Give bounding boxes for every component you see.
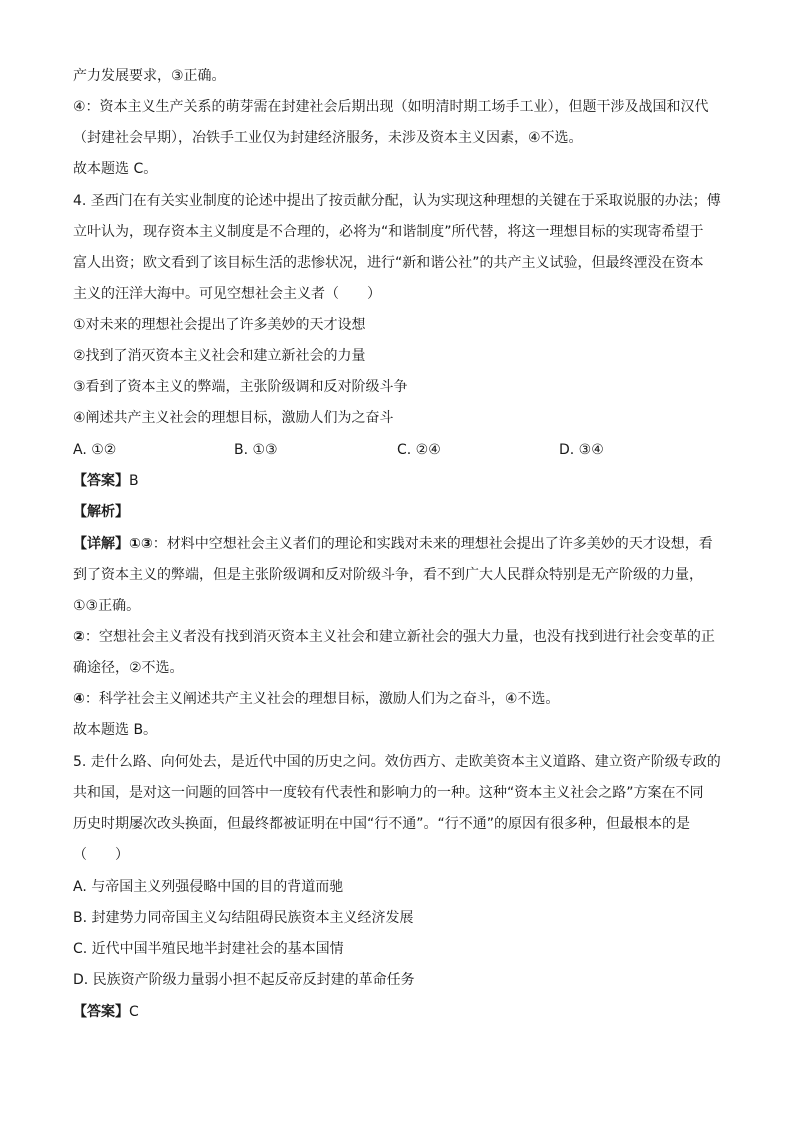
question-4-stem: 4. 圣西门在有关实业制度的论述中提出了按贡献分配，认为实现这种理想的关键在于采取说服的办法；傅 bbox=[73, 193, 721, 209]
option-b: B. 封建势力同帝国主义勾结阻碍民族资本主义经济发展 bbox=[73, 910, 414, 926]
option-a: A. 与帝国主义列强侵略中国的目的背道而驰 bbox=[73, 879, 344, 895]
text-line: ④：资本主义生产关系的萌芽需在封建社会后期出现（如明清时期工场手工业），但题干涉及战国和汉代 bbox=[73, 99, 709, 115]
text-line: （封建社会早期），冶铁手工业仅为封建经济服务，未涉及资本主义因素，④不选。 bbox=[73, 130, 583, 146]
answer-tag: 【答案】 bbox=[73, 473, 129, 489]
question-5-stem: 历史时期屡次改头换面，但最终都被证明在中国“行不通”。“行不通”的原因有很多种，但最根本的是 bbox=[73, 816, 691, 832]
answer-line bbox=[73, 471, 139, 491]
answer-tag: 【答案】 bbox=[73, 1004, 129, 1020]
detail-line bbox=[73, 534, 713, 554]
detail-line bbox=[73, 689, 559, 709]
detail-text: ：科学社会主义阐述共产主义社会的理想目标，激励人们为之奋斗，④不选。 bbox=[84, 691, 560, 707]
detail-line: 到了资本主义的弊端，但是主张阶级调和反对阶级斗争，看不到广大人民群众特别是无产阶级的力量， bbox=[73, 567, 703, 583]
statement-2: ②找到了消灭资本主义社会和建立新社会的力量 bbox=[73, 348, 366, 364]
option-a: A. ①② bbox=[73, 442, 117, 458]
option-d: D. 民族资产阶级力量弱小担不起反帝反封建的革命任务 bbox=[73, 972, 415, 988]
option-d: D. ③④ bbox=[559, 442, 604, 458]
detail-text: ：空想社会主义者没有找到消灭资本主义社会和建立新社会的强大力量，也没有找到进行社会变革的正 bbox=[84, 629, 715, 645]
text-line: 故本题选 C。 bbox=[73, 161, 158, 177]
detail-text: ：材料中空想社会主义者们的理论和实践对未来的理想社会提出了许多美妙的天才设想，看 bbox=[152, 536, 713, 552]
statement-4: ④阐述共产主义社会的理想目标，激励人们为之奋斗 bbox=[73, 410, 394, 426]
question-5-stem: 共和国，是对这一问题的回答中一度较有代表性和影响力的一种。这种“资本主义社会之路”方案在不同 bbox=[73, 785, 704, 801]
question-5-stem: 5. 走什么路、向何处去，是近代中国的历史之问。效仿西方、走欧美资本主义道路、建立资产阶级专政的 bbox=[73, 754, 721, 770]
detail-line: 确途径，②不选。 bbox=[73, 660, 184, 676]
option-b: B. ①③ bbox=[234, 442, 278, 458]
statement-1: ①对未来的理想社会提出了许多美妙的天才设想 bbox=[73, 317, 366, 333]
question-4-stem: 立叶认为，现存资本主义制度是不合理的，必将为“和谐制度”所代替，将这一理想目标的实现寄希望于 bbox=[73, 224, 704, 240]
analysis-tag: 【解析】 bbox=[73, 504, 129, 520]
answer-line bbox=[73, 1002, 139, 1022]
detail-tag: 【详解】 bbox=[73, 536, 129, 552]
option-c: C. 近代中国半殖民地半封建社会的基本国情 bbox=[73, 941, 344, 957]
detail-line bbox=[73, 627, 715, 647]
option-c: C. ②④ bbox=[397, 442, 441, 458]
detail-number: ② bbox=[73, 629, 85, 645]
answer-value: B bbox=[129, 473, 139, 489]
detail-number: ④ bbox=[73, 691, 85, 707]
question-5-stem: （ ） bbox=[73, 847, 129, 863]
detail-numbers: ①③ bbox=[129, 536, 153, 552]
question-4-stem: 主义的汪洋大海中。可见空想社会主义者（ ） bbox=[73, 286, 381, 302]
detail-line: 故本题选 B。 bbox=[73, 722, 158, 738]
text-line: 产力发展要求，③正确。 bbox=[73, 68, 226, 84]
statement-3: ③看到了资本主义的弊端，主张阶级调和反对阶级斗争 bbox=[73, 379, 408, 395]
detail-line: ①③正确。 bbox=[73, 598, 141, 614]
answer-value: C bbox=[129, 1004, 139, 1020]
question-4-stem: 富人出资；欧文看到了该目标生活的悲惨状况，进行“新和谐公社”的共产主义试验，但最终湮没在资本 bbox=[73, 255, 704, 271]
